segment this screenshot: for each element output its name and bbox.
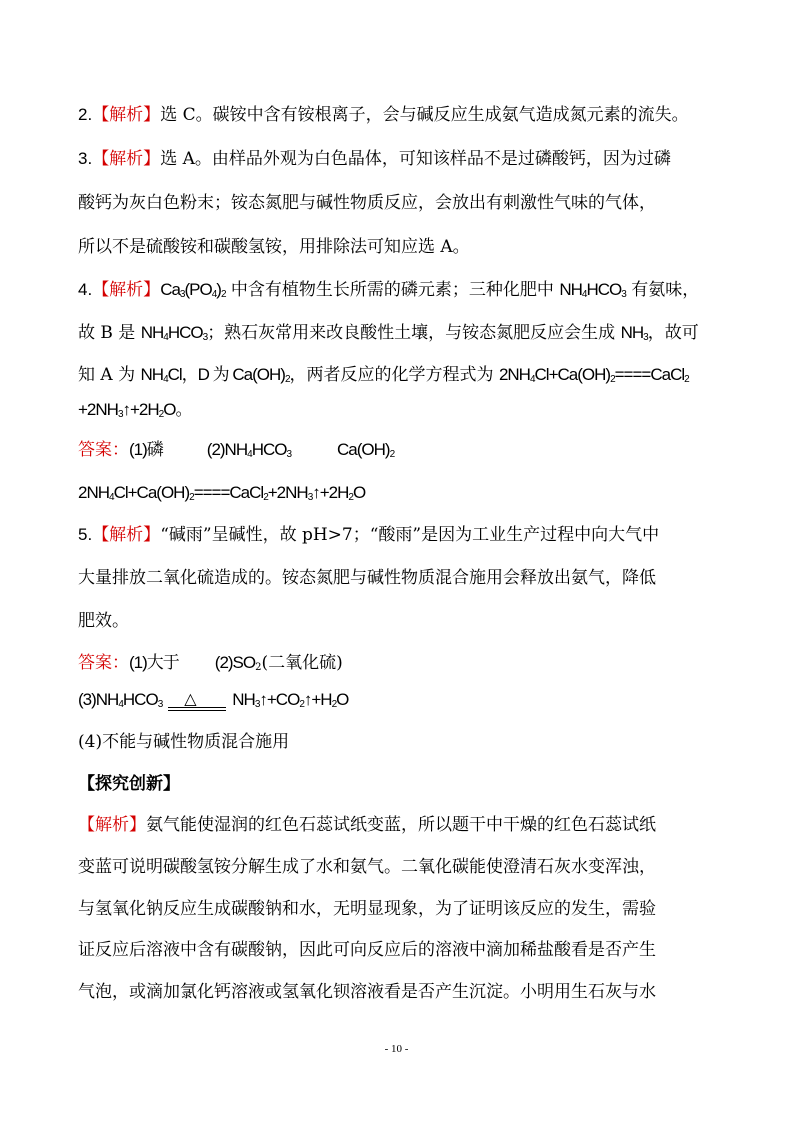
ans4-equation: $2NH_4Cl+Ca(OH)_2====CaCl_2+2NH_3↑+2H_2O$	[78, 483, 366, 503]
q4-text6: 知 A 为	[78, 365, 141, 385]
heat-condition-sign	[168, 689, 226, 711]
q4-text1: 中含有植物生长所需的磷元素；三种化肥中	[225, 280, 560, 300]
q5-line1	[78, 524, 659, 546]
ans4-part1: (1)磷	[129, 440, 163, 459]
q4-nh4cl: $NH_4Cl$，D 为	[140, 365, 233, 385]
q5-tag: 【解析】	[92, 525, 161, 545]
q4-text4: ；熟石灰常用来改良酸性土壤，与铵态氮肥反应会生成	[207, 323, 621, 343]
q2-line1	[78, 104, 689, 126]
q4-nh4hco3: $NH_4HCO_3$	[559, 280, 626, 300]
q3-text1: 选 A。由样品外观为白色晶体，可知该样品不是过磷酸钙，因为过磷	[160, 149, 671, 169]
q4-ca3po42: $Ca_3(PO_4)_2$	[160, 280, 226, 300]
q4-text5: ，故可	[647, 323, 699, 343]
ans5-part2: $(2)SO_2$(二氧化硫)	[214, 653, 343, 673]
q4-line3	[78, 364, 689, 386]
explore-line4: 证反应后溶液中含有碳酸钠，因此可向反应后的溶液中滴加稀盐酸看是否产生	[78, 940, 656, 960]
q4-tag: 【解析】	[92, 280, 161, 300]
ans4-part3: $Ca(OH)_2$	[337, 440, 395, 460]
heat-triangle-icon: △	[184, 689, 196, 708]
q4-line1	[78, 279, 699, 301]
q3-line3: 所以不是硫酸铵和碳酸氢铵，用排除法可知应选 A。	[78, 237, 470, 257]
explore-line2: 变蓝可说明碳酸氢铵分解生成了水和氨气。二氧化碳能使澄清石灰水变浑浊，	[78, 857, 656, 877]
ans5-part1: (1)大于	[129, 653, 179, 672]
q3-line2: 酸钙为灰白色粉末；铵态氮肥与碱性物质反应，会放出有刺激性气味的气体，	[78, 193, 656, 213]
ans4-label: 答案：	[78, 440, 129, 460]
q5-number: 5.	[78, 525, 93, 544]
q2-number: 2.	[78, 105, 93, 124]
q4-text3: 故 B 是	[78, 323, 141, 343]
ans4-line1	[78, 439, 394, 461]
q4-nh3: $NH_3$	[620, 323, 648, 343]
q5-line2: 大量排放二氧化硫造成的。铵态氮肥与碱性物质混合施用会释放出氨气，降低	[78, 568, 656, 588]
q4-line2	[78, 322, 699, 344]
explore-line1	[78, 814, 656, 836]
q5-text1: “碱雨”呈碱性，故 pH>7；“酸雨”是因为工业生产过程中向大气中	[160, 525, 660, 545]
page-number: - 10 -	[384, 1043, 409, 1055]
explore-heading: 【探究创新】	[78, 774, 180, 794]
q2-tag: 【解析】	[92, 105, 161, 125]
ans5-equation: $(3)NH_4HCO_3$ △ $NH_3↑+CO_2↑+H_2O$	[78, 689, 349, 710]
q3-tag: 【解析】	[92, 149, 161, 169]
ans4-part2: $(2)NH_4HCO_3$	[206, 440, 292, 460]
explore-text1: 氨气能使湿润的红色石蕊试纸变蓝，所以题干中干燥的红色石蕊试纸	[146, 815, 656, 835]
q4-nh4hco3-b: $NH_4HCO_3$	[140, 323, 208, 343]
q4-equation-part1: $2NH_4Cl+Ca(OH)_2====CaCl_2$	[498, 365, 689, 385]
ans5-label: 答案：	[78, 653, 129, 673]
q4-text7: ，两者反应的化学方程式为	[289, 365, 499, 385]
explore-tag: 【解析】	[78, 815, 146, 835]
q4-text2: 有氨味，	[625, 280, 700, 300]
q3-number: 3.	[78, 149, 93, 168]
q4-number: 4.	[78, 280, 93, 299]
q4-line4: $+2NH_3↑+2H_2O$。	[78, 400, 192, 420]
explore-line3: 与氢氧化钠反应生成碳酸钠和水，无明显现象，为了证明该反应的发生，需验	[78, 899, 656, 919]
q5-line3: 肥效。	[78, 611, 129, 631]
ans5-line4: (4)不能与碱性物质混合施用	[78, 732, 290, 752]
q3-line1	[78, 148, 671, 170]
explore-line5: 气泡，或滴加氯化钙溶液或氢氧化钡溶液看是否产生沉淀。小明用生石灰与水	[78, 982, 656, 1002]
q4-caoh2: $Ca(OH)_2$	[232, 365, 290, 385]
ans5-line1	[78, 652, 343, 674]
q2-text: 选 C。碳铵中含有铵根离子，会与碱反应生成氨气造成氮元素的流失。	[160, 105, 689, 125]
